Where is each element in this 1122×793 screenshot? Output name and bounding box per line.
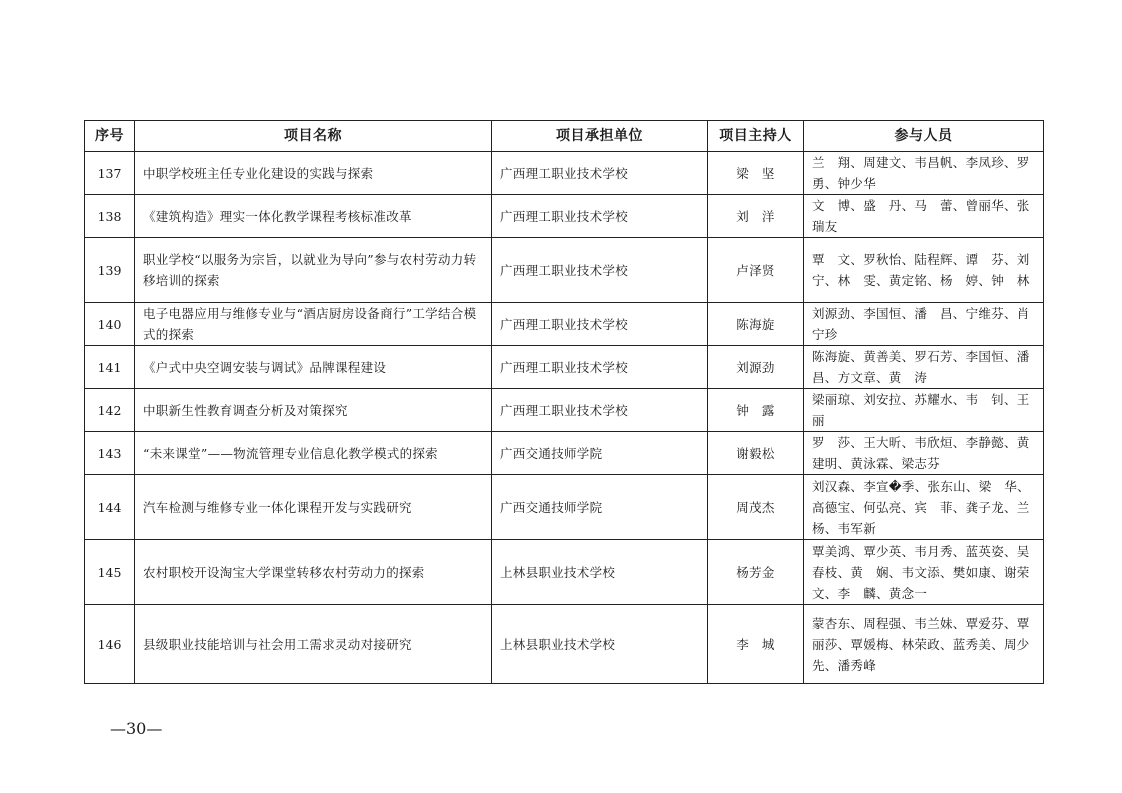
table-row	[85, 432, 1044, 475]
cell-name: 《建筑构造》理实一体化教学课程考核标准改革	[135, 195, 492, 238]
table-row	[85, 475, 1044, 540]
table-row	[85, 303, 1044, 346]
cell-host: 卢泽贤	[708, 238, 804, 303]
cell-members: 兰 翔、周建文、韦昌帆、李凤珍、罗 勇、钟少华	[804, 152, 1044, 195]
cell-host: 李 城	[708, 605, 804, 684]
cell-host: 梁 坚	[708, 152, 804, 195]
cell-host: 刘 洋	[708, 195, 804, 238]
cell-no: 138	[85, 195, 135, 238]
cell-host: 杨芳金	[708, 540, 804, 605]
cell-unit: 广西交通技师学院	[492, 475, 708, 540]
cell-members: 覃美鸿、覃少英、韦月秀、蓝英姿、吴春枝、黄 娴、韦文添、樊如康、谢荣文、李 麟、黄念一	[804, 540, 1044, 605]
page-number: —30—	[110, 719, 163, 738]
cell-name: 农村职校开设淘宝大学课堂转移农村劳动力的探索	[135, 540, 492, 605]
cell-members: 刘源劲、李国恒、潘 昌、宁维芬、肖宁珍	[804, 303, 1044, 346]
table-header-row	[85, 121, 1044, 152]
cell-no: 145	[85, 540, 135, 605]
cell-members: 覃 文、罗秋怡、陆程辉、谭 芬、刘 宁、林 雯、黄定铭、杨 婷、钟 林	[804, 238, 1044, 303]
table-row	[85, 152, 1044, 195]
cell-host: 刘源劲	[708, 346, 804, 389]
table-row	[85, 346, 1044, 389]
header-host: 项目主持人	[708, 121, 804, 152]
cell-no: 137	[85, 152, 135, 195]
cell-name: 职业学校“以服务为宗旨，以就业为导向”参与农村劳动力转移培训的探索	[135, 238, 492, 303]
cell-unit: 广西理工职业技术学校	[492, 389, 708, 432]
cell-unit: 广西理工职业技术学校	[492, 195, 708, 238]
cell-name: 汽车检测与维修专业一体化课程开发与实践研究	[135, 475, 492, 540]
cell-unit: 上林县职业技术学校	[492, 540, 708, 605]
cell-no: 140	[85, 303, 135, 346]
cell-host: 钟 露	[708, 389, 804, 432]
cell-name: 《户式中央空调安装与调试》品牌课程建设	[135, 346, 492, 389]
cell-name: “未来课堂”——物流管理专业信息化教学模式的探索	[135, 432, 492, 475]
table-row	[85, 195, 1044, 238]
cell-name: 中职学校班主任专业化建设的实践与探索	[135, 152, 492, 195]
cell-no: 141	[85, 346, 135, 389]
cell-members: 陈海旋、黄善美、罗石芳、李国恒、潘 昌、方文章、黄 涛	[804, 346, 1044, 389]
cell-no: 143	[85, 432, 135, 475]
cell-host: 陈海旋	[708, 303, 804, 346]
cell-members: 文 博、盛 丹、马 蕾、曾丽华、张瑞友	[804, 195, 1044, 238]
cell-members: 蒙杏东、周程强、韦兰妹、覃爱芬、覃丽莎、覃媛梅、林荣政、蓝秀美、周少先、潘秀峰	[804, 605, 1044, 684]
cell-unit: 广西理工职业技术学校	[492, 152, 708, 195]
cell-unit: 广西理工职业技术学校	[492, 303, 708, 346]
cell-unit: 广西交通技师学院	[492, 432, 708, 475]
cell-host: 周茂杰	[708, 475, 804, 540]
cell-name: 县级职业技能培训与社会用工需求灵动对接研究	[135, 605, 492, 684]
table-row	[85, 389, 1044, 432]
cell-host: 谢毅松	[708, 432, 804, 475]
header-unit: 项目承担单位	[492, 121, 708, 152]
cell-no: 139	[85, 238, 135, 303]
cell-members: 刘汉森、李宣�季、张东山、梁 华、高德宝、何弘亮、宾 菲、龚子龙、兰 杨、韦军新	[804, 475, 1044, 540]
cell-unit: 广西理工职业技术学校	[492, 238, 708, 303]
cell-members: 梁丽琼、刘安拉、苏耀水、韦 钊、王 丽	[804, 389, 1044, 432]
table-row	[85, 540, 1044, 605]
cell-members: 罗 莎、王大昕、韦欣烜、李静懿、黄建明、黄泳霖、梁志芬	[804, 432, 1044, 475]
cell-no: 142	[85, 389, 135, 432]
header-no: 序号	[85, 121, 135, 152]
cell-no: 146	[85, 605, 135, 684]
cell-unit: 广西理工职业技术学校	[492, 346, 708, 389]
cell-name: 电子电器应用与维修专业与“酒店厨房设备商行”工学结合模式的探索	[135, 303, 492, 346]
table-row	[85, 605, 1044, 684]
table-row	[85, 238, 1044, 303]
cell-unit: 上林县职业技术学校	[492, 605, 708, 684]
cell-name: 中职新生性教育调查分析及对策探究	[135, 389, 492, 432]
header-members: 参与人员	[804, 121, 1044, 152]
header-name: 项目名称	[135, 121, 492, 152]
project-table	[84, 120, 1044, 684]
cell-no: 144	[85, 475, 135, 540]
